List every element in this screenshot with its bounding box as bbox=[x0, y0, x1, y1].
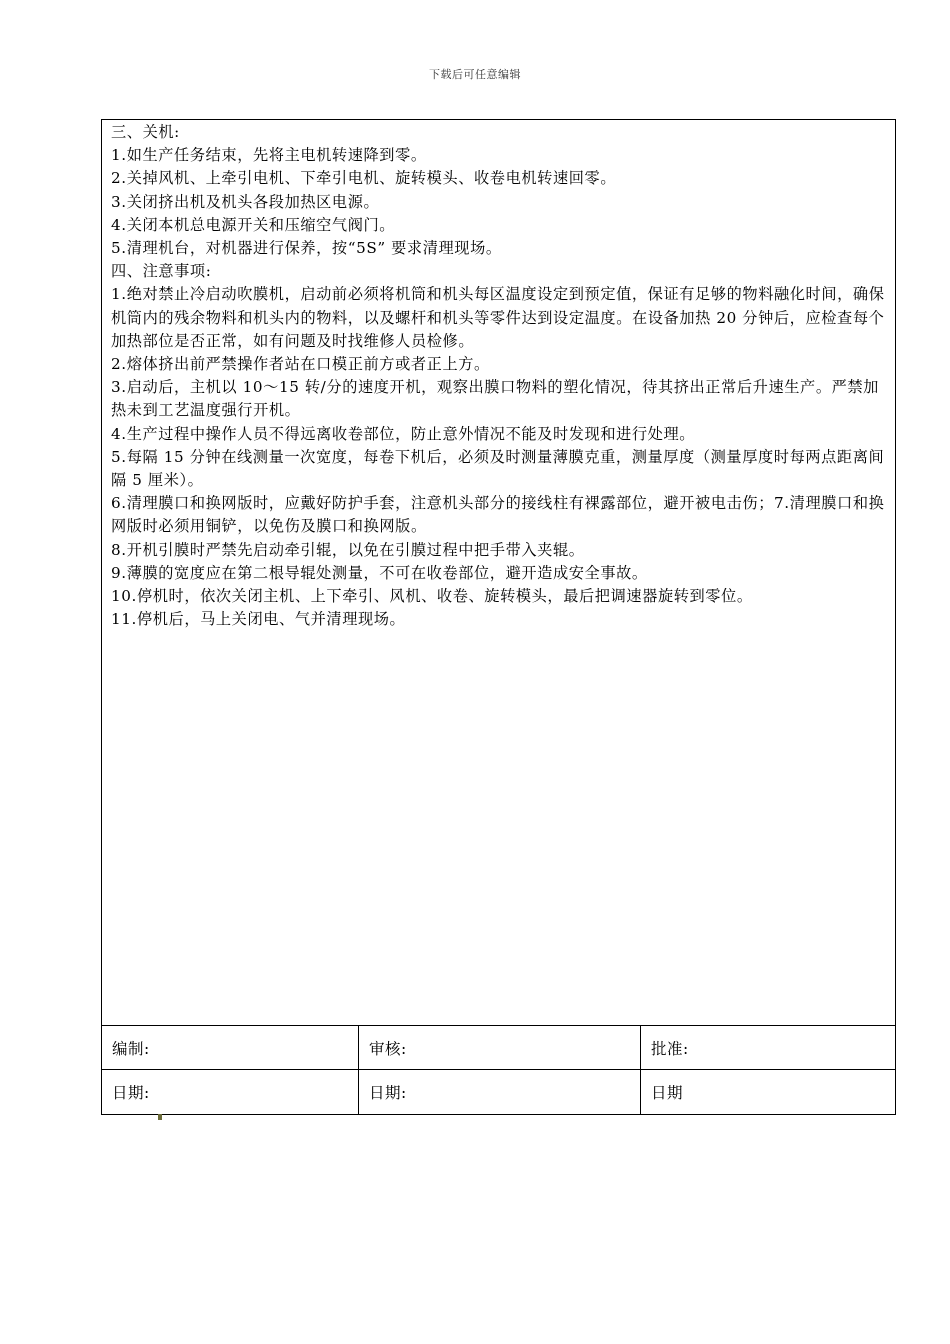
document-table bbox=[101, 119, 896, 1115]
approved-date-cell[interactable]: 日期 bbox=[651, 1084, 684, 1102]
shutdown-item: 5.清理机台，对机器进行保养，按“5S” 要求清理现场。 bbox=[111, 239, 502, 258]
page-header-note: 下载后可任意编辑 bbox=[429, 68, 521, 81]
precaution-item: 11.停机后，马上关闭电、气并清理现场。 bbox=[111, 610, 406, 629]
instructions-content bbox=[102, 120, 895, 1026]
precaution-item: 6.清理膜口和换网版时，应戴好防护手套，注意机头部分的接线柱有裸露部位，避开被电击伤；7.清理膜口和换网版时必须用铜铲，以免伤及膜口和换网版。 bbox=[111, 494, 885, 536]
precaution-item: 1.绝对禁止冷启动吹膜机，启动前必须将机筒和机头每区温度设定到预定值，保证有足够的物料融化时间，确保机筒内的残余物料和机头内的物料，以及螺杆和机头等零件达到设定温度。在设备加热 20 分钟后，应检查每个加热部位是否正常，如有问题及时找维修人员检修。 bbox=[111, 285, 885, 350]
date-row bbox=[102, 1070, 895, 1114]
compiled-date-cell[interactable]: 日期: bbox=[102, 1070, 359, 1114]
section-heading-shutdown: 三、关机: bbox=[111, 123, 180, 141]
precaution-item: 10.停机时，依次关闭主机、上下牵引、风机、收卷、旋转模头，最后把调速器旋转到零位。 bbox=[111, 587, 753, 606]
precaution-item: 4.生产过程中操作人员不得远离收卷部位，防止意外情况不能及时发现和进行处理。 bbox=[111, 424, 696, 443]
precaution-item: 2.熔体挤出前严禁操作者站在口模正前方或者正上方。 bbox=[111, 355, 490, 374]
shutdown-item: 1.如生产任务结束，先将主电机转速降到零。 bbox=[111, 146, 427, 165]
reviewed-by-cell[interactable]: 审核: bbox=[359, 1026, 641, 1069]
precaution-item: 8.开机引膜时严禁先启动牵引辊，以免在引膜过程中把手带入夹辊。 bbox=[111, 540, 585, 559]
scan-mark bbox=[158, 1114, 162, 1120]
section-heading-precautions: 四、注意事项: bbox=[111, 262, 212, 281]
shutdown-item: 2.关掉风机、上牵引电机、下牵引电机、旋转模头、收卷电机转速回零。 bbox=[111, 169, 617, 188]
compiled-by-cell[interactable]: 编制: bbox=[102, 1026, 359, 1069]
precaution-item: 3.启动后，主机以 10～15 转/分的速度开机，观察出膜口物料的塑化情况，待其挤出正常后升速生产。严禁加热未到工艺温度强行开机。 bbox=[111, 378, 879, 420]
signoff-row bbox=[102, 1026, 895, 1070]
shutdown-item: 4.关闭本机总电源开关和压缩空气阀门。 bbox=[111, 215, 396, 234]
approved-by-cell[interactable]: 批准: bbox=[651, 1039, 689, 1058]
precaution-item: 9.薄膜的宽度应在第二根导辊处测量，不可在收卷部位，避开造成安全事故。 bbox=[111, 563, 648, 582]
shutdown-item: 3.关闭挤出机及机头各段加热区电源。 bbox=[111, 192, 380, 211]
reviewed-date-cell[interactable]: 日期: bbox=[359, 1070, 641, 1114]
precaution-item: 5.每隔 15 分钟在线测量一次宽度，每卷下机后，必须及时测量薄膜克重，测量厚度（测量厚度时每两点距离间隔 5 厘米）。 bbox=[111, 447, 885, 490]
